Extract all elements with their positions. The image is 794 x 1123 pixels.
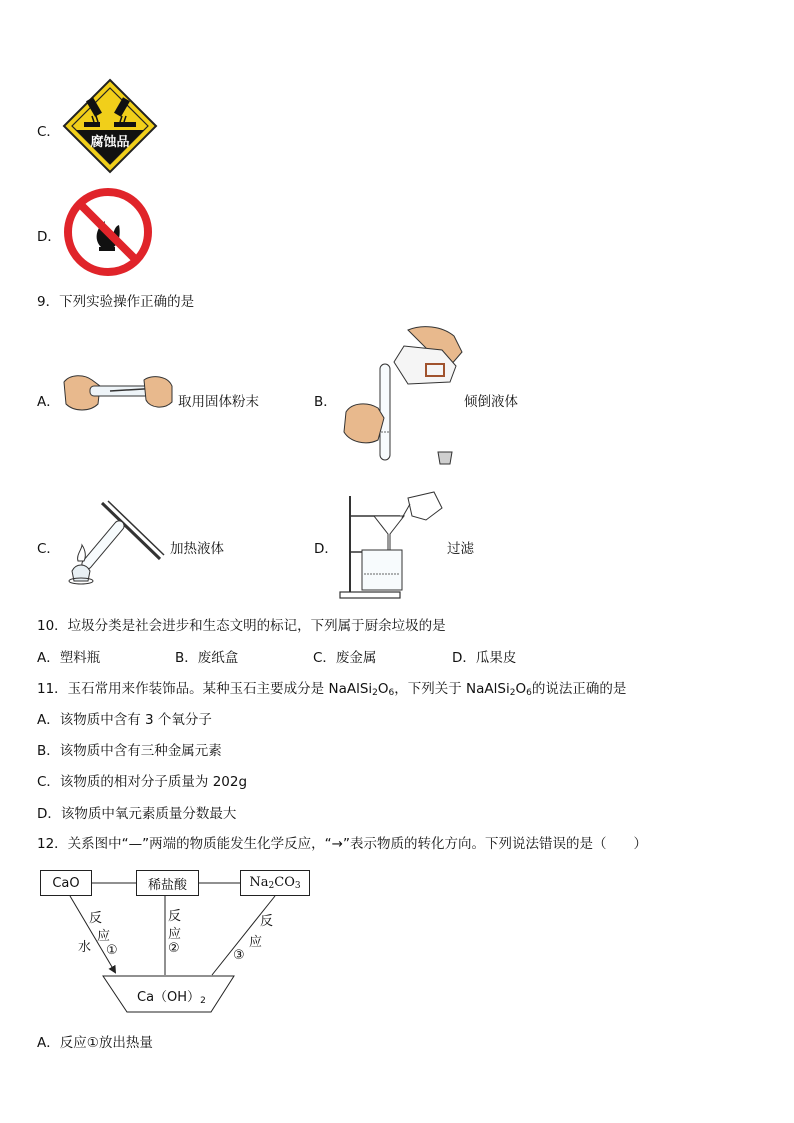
reaction-2-char-2: 应	[168, 927, 182, 942]
question-10-stem: 10．垃圾分类是社会进步和生态文明的标记，下列属于厨余垃圾的是	[37, 618, 446, 634]
q11-option-c: C．该物质的相对分子质量为 202g	[37, 774, 248, 790]
water-label: 水	[78, 940, 92, 955]
q9-option-c-letter: C．	[37, 541, 60, 557]
hcl-box	[136, 870, 199, 896]
q11-option-a: A．该物质中含有 3 个氧分子	[37, 712, 212, 728]
cao-label: CaO	[52, 875, 80, 891]
q9-option-a-caption: 取用固体粉末	[178, 394, 259, 410]
q10-option-a: A．塑料瓶	[37, 650, 101, 666]
caoh2-label: $Ca(OH)_2$	[137, 990, 206, 1006]
q10-option-b: B．废纸盒	[175, 650, 239, 666]
reaction-3-char-1: 反	[260, 914, 274, 929]
q11-option-d: D．该物质中氧元素质量分数最大	[37, 806, 237, 822]
reaction-1-number: ①	[106, 943, 118, 958]
q10-option-c: C．废金属	[313, 650, 377, 666]
option-c-letter: C．	[37, 124, 60, 140]
q9-option-b-caption: 倾倒液体	[464, 394, 518, 410]
cao-box	[40, 870, 92, 896]
reaction-1-char-2: 应	[97, 929, 111, 944]
reaction-3-number: ③	[233, 948, 245, 963]
question-12-stem: 12．关系图中“—”两端的物质能发生化学反应，“→”表示物质的转化方向。下列说法错误的是（ ）	[37, 836, 647, 852]
hcl-label: 稀盐酸	[147, 877, 187, 893]
q9-option-b-letter: B．	[314, 394, 337, 410]
na2co3-box	[240, 870, 310, 896]
q12-option-a: A．反应①放出热量	[37, 1035, 153, 1051]
reaction-1-char-1: 反	[89, 911, 103, 926]
na2co3-label: $Na_2CO_3$	[249, 875, 301, 891]
reaction-2-char-1: 反	[168, 909, 182, 924]
q9-option-c-caption: 加热液体	[170, 541, 224, 557]
reaction-2-number: ②	[168, 941, 180, 956]
option-d-letter: D．	[37, 229, 61, 245]
q9-option-a-letter: A．	[37, 394, 60, 410]
question-11-stem: 11．玉石常用来作装饰品。某种玉石主要成分是 $NaAlSi_2O_6$，下列关于 $NaAlSi_2O_6$的说法正确的是	[37, 681, 627, 698]
q10-option-d: D．瓜果皮	[452, 650, 517, 666]
q9-option-d-letter: D．	[314, 541, 338, 557]
q9-option-d-caption: 过滤	[447, 541, 474, 557]
reaction-3-char-2: 应	[249, 935, 263, 950]
corrosive-sign-text: 腐蚀品	[90, 135, 130, 150]
question-9-stem: 9．下列实验操作正确的是	[37, 294, 195, 310]
q11-option-b: B．该物质中含有三种金属元素	[37, 743, 222, 759]
